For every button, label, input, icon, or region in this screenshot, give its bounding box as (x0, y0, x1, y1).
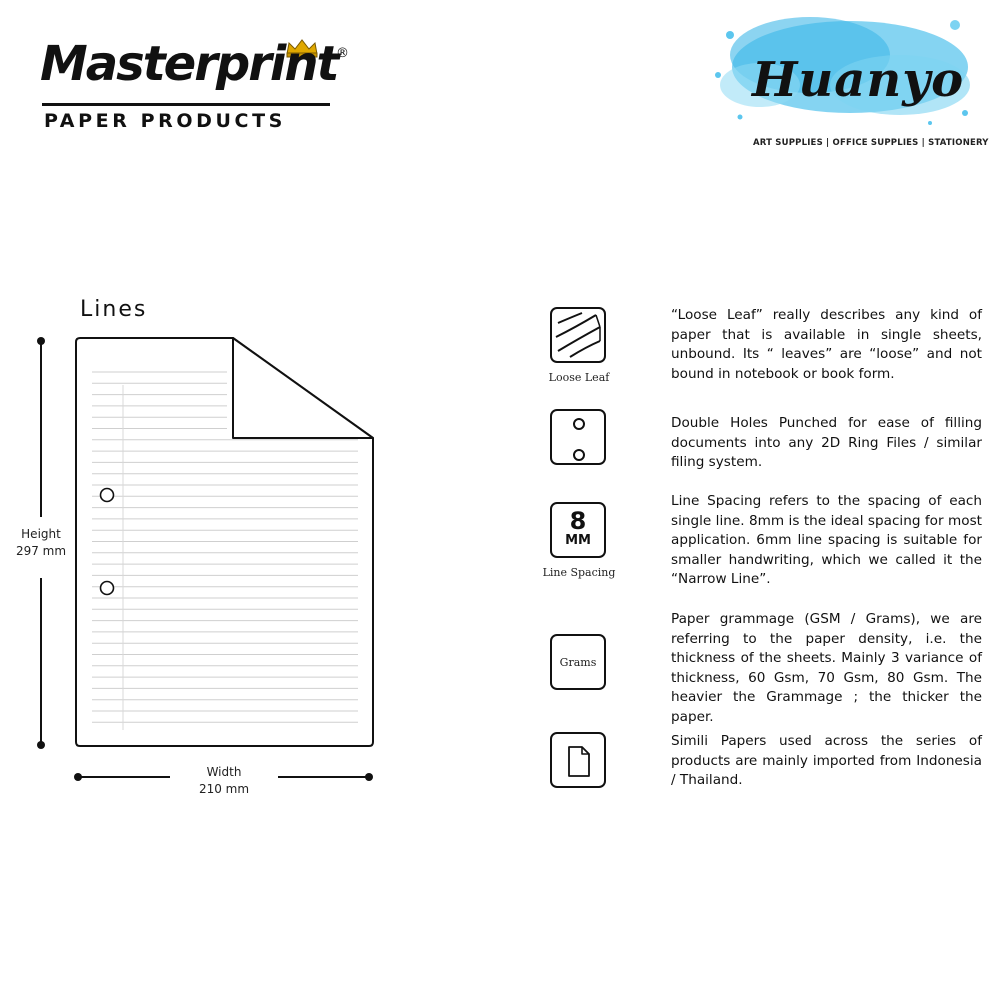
grams-icon-label: Grams (559, 655, 597, 669)
huanyo-wordmark: Huanyo (752, 52, 965, 108)
masterprint-tagline: PAPER PRODUCTS (44, 110, 286, 132)
masterprint-wordmark: Masterprint (40, 36, 338, 92)
double-holes-description: Double Holes Punched for ease of filling documents into any 2D Ring Files / similar filing system. (671, 415, 982, 471)
line-spacing-number: 8 (569, 507, 587, 535)
diagram-title: Lines (80, 297, 148, 322)
double-holes-icon (550, 409, 606, 465)
grams-icon (550, 634, 606, 690)
loose-leaf-caption: Loose Leaf (548, 371, 610, 384)
line-spacing-unit: MM (565, 533, 591, 548)
width-dimension (184, 764, 264, 798)
loose-leaf-icon (550, 307, 606, 363)
loose-leaf-description: “Loose Leaf” really describes any kind of paper that is available in single sheets, unbound. Its “ leaves” are “loose” and not bound in notebook or book form. (671, 307, 982, 382)
paper-sheet-icon (550, 732, 606, 788)
height-value: 297 mm (15, 544, 67, 558)
paper-sheet-description: Simili Papers used across the series of products are mainly imported from Indonesia / Thailand. (671, 733, 982, 789)
punch-hole (101, 489, 114, 502)
grams-description: Paper grammage (GSM / Grams), we are referring to the paper density, i.e. the thickness of the sheets. Mainly 3 variance of thickness, 60 Gsm, 70 Gsm, 80 Gsm. The heavier the Grammage ; the thicker the paper. (671, 611, 982, 725)
height-dimension (10, 526, 72, 560)
registered-mark: ® (336, 46, 349, 61)
punch-hole (101, 582, 114, 595)
huanyo-tagline: ART SUPPLIES | OFFICE SUPPLIES | STATIONERY (753, 138, 989, 148)
width-label: Width (206, 765, 242, 779)
line-spacing-icon (550, 502, 606, 558)
width-value: 210 mm (198, 782, 250, 796)
height-label: Height (21, 527, 61, 541)
line-spacing-description: Line Spacing refers to the spacing of each single line. 8mm is the ideal spacing for most application. 6mm line spacing is suitable for smaller handwriting, which we called it the “Narrow Line”. (671, 493, 982, 588)
line-spacing-caption: Line Spacing (542, 566, 616, 579)
paper-diagram (0, 0, 400, 800)
